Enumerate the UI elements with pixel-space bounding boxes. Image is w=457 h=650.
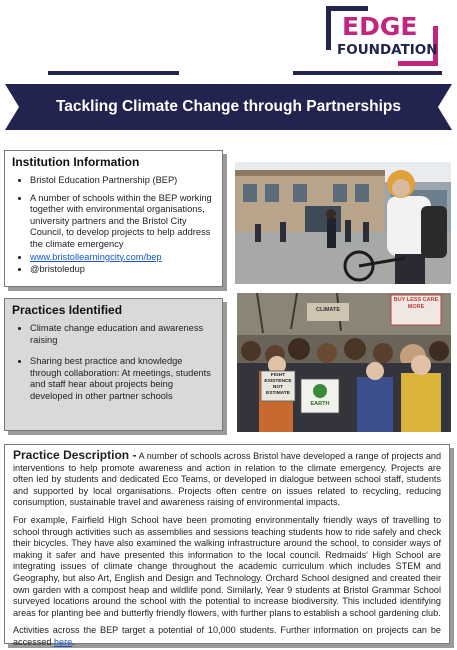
practice-description-text [13,450,441,649]
list-item: • A number of schools within the BEP working together with environmental organisations, university partners and the Bristol City Council, to develop projects to help address the climate emergency [30,193,216,251]
website-link[interactable]: www.bristollearningcity.com/bep [30,251,162,262]
institution-heading: Institution Information [12,155,140,169]
practices-list [12,323,216,403]
logo-edge-text: EDGE [342,12,418,41]
header-rule-right [293,71,442,75]
list-item: • Climate change education and awareness raising [30,323,216,346]
page-title: Tackling Climate Change through Partnerships [55,98,402,115]
description-end: . [72,636,75,647]
list-item: • Sharing best practice and knowledge through collaboration: At meetings, students and staff hear about projects being developed in other partner schools [30,356,216,402]
list-item: • Bristol Education Partnership (BEP) [30,175,216,187]
more-info-link[interactable]: here [53,636,73,647]
protest-sign-buy-less: BUY LESS CARE MORE [393,297,439,310]
description-para-3: Activities across the BEP target a potential of 10,000 students. Further information on projects can be accessed [13,625,441,647]
institution-list [12,175,216,276]
header-rule-left [48,71,179,75]
practices-heading: Practices Identified [12,303,123,317]
description-heading: Practice Description - [13,448,137,462]
list-item: • @bristoledup [30,264,216,276]
practices-box [4,298,223,431]
title-banner [5,84,452,130]
protest-sign-earth: EARTH [310,401,330,407]
protest-sign-climate: CLIMATE [315,307,341,313]
edge-foundation-logo [326,6,438,66]
school-bicycle-photo [235,162,451,284]
practice-description-box [4,444,450,647]
protest-sign-fight-existence: FIGHT EXISTENCE NOT ESTIMATE [264,373,292,396]
logo-foundation-text: FOUNDATION [337,42,438,58]
description-para-1: A number of schools across Bristol have developed a range of projects and interventions to help promote awareness and action in relation to the climate emergency. Projects are often led by students and dedicated Eco Teams, or developed in dialogue between school staff, students and supported by local organisations. Projects often centre on issues related to recycling, reducing consumption, sustainable travel and awareness raising of environmental impacts. [13,451,441,508]
institution-info-box [4,150,223,287]
description-para-2: For example, Fairfield High School have been promoting environmentally friendly ways of travelling to school through activities such as assemblies and sessions teaching students how to ride safely and check their bicycles. They have also examined the walking infrastructure around the school, to consider ways of making it safer and have presented this information to the local council. Redmaids' High School are integrating issues of climate change throughout the academic curriculum which includes STEM and Geography, but also Art, English and Design and Technology. Orchard School designed and created their own garden with a compost heap and wildlife pond. Similarly, Year 9 students at Bristol Grammar School surveyed locations around the school with the potential to increase biodiversity. This included identifying areas for planting bee and butterfly friendly flowers, with further plans to establish a school gardening club. [13,514,441,618]
climate-protest-photo [237,293,451,432]
list-item [30,252,216,264]
